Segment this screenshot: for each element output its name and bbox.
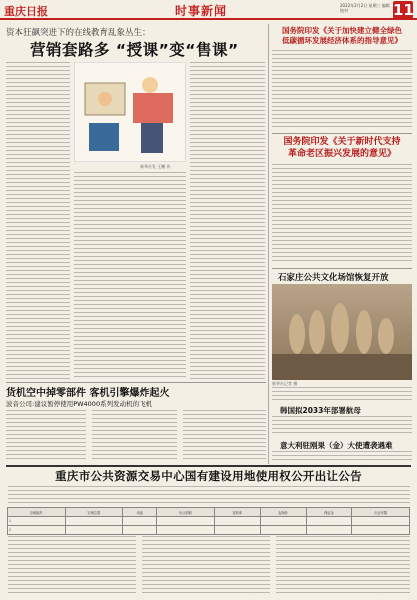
table-cell bbox=[123, 526, 157, 535]
section-divider bbox=[272, 133, 412, 134]
notice-body-col-1 bbox=[8, 536, 136, 596]
table-cell bbox=[260, 517, 306, 526]
notice-intro bbox=[8, 486, 410, 504]
mid-body-col-1 bbox=[6, 410, 86, 462]
right-story-2-title-line1: 国务院印发《关于新时代支持 bbox=[283, 137, 401, 147]
right-story-1-title bbox=[272, 26, 412, 46]
column-divider bbox=[268, 24, 269, 464]
sculpture-drawing bbox=[272, 284, 412, 380]
table-cell bbox=[306, 526, 352, 535]
sculpture-photo bbox=[272, 284, 412, 380]
table-cell: 1 bbox=[8, 517, 66, 526]
mid-body-col-2 bbox=[92, 410, 177, 462]
right-story-3-title: 石家庄公共文化场馆恢复开放 bbox=[278, 273, 389, 283]
right-story-2-title-line2: 革命老区振兴发展的意见》 bbox=[287, 149, 396, 159]
mid-subhead: 波音公司:建议暂停使用PW4000系列发动机的飞机 bbox=[6, 400, 153, 408]
page-number: 11 bbox=[393, 1, 414, 19]
mid-headline: 货机空中掉零部件 客机引擎爆炸起火 bbox=[6, 388, 170, 399]
right-story-4-body bbox=[272, 416, 412, 436]
paper-name: 重庆日报 bbox=[4, 5, 48, 18]
table-header-cell: 起始价 bbox=[260, 508, 306, 517]
table-cell bbox=[352, 526, 410, 535]
table-cell bbox=[306, 517, 352, 526]
section-name: 时事新闻 bbox=[175, 4, 228, 18]
table-cell bbox=[157, 526, 215, 535]
lead-cartoon bbox=[74, 62, 186, 162]
table-header-cell: 出让年限 bbox=[352, 508, 410, 517]
notice-body-col-3 bbox=[276, 536, 410, 596]
table-cell bbox=[65, 526, 123, 535]
section-divider bbox=[6, 465, 411, 467]
right-story-5-title: 意大利驻刚果（金）大使遭袭遇难 bbox=[280, 441, 393, 450]
notice-table bbox=[7, 507, 410, 535]
table-cell bbox=[157, 517, 215, 526]
masthead bbox=[0, 0, 417, 20]
table-header-row bbox=[8, 508, 410, 517]
table-header-cell: 容积率 bbox=[214, 508, 260, 517]
table-cell bbox=[123, 517, 157, 526]
right-story-2-body bbox=[272, 164, 412, 264]
lead-body-col-3 bbox=[190, 62, 265, 380]
table-cell bbox=[65, 517, 123, 526]
table-cell bbox=[214, 526, 260, 535]
right-story-1-title-line1: 国务院印发《关于加快建立健全绿色 bbox=[282, 26, 402, 35]
lead-body-col-1 bbox=[6, 62, 70, 380]
lead-caption: 新华社发 王鹏 作 bbox=[140, 164, 171, 169]
table-header-cell: 宗地位置 bbox=[65, 508, 123, 517]
mid-body-col-3 bbox=[183, 410, 266, 462]
right-story-2-title bbox=[272, 136, 412, 160]
notice-title: 重庆市公共资源交易中心国有建设用地使用权公开出让公告 bbox=[55, 469, 362, 483]
table-row bbox=[8, 526, 410, 535]
table-cell: 2 bbox=[8, 526, 66, 535]
cartoon-drawing bbox=[75, 63, 186, 162]
table-header-cell: 宗地编号 bbox=[8, 508, 66, 517]
right-story-3-caption: 新华社记者 摄 bbox=[272, 381, 298, 386]
table-row bbox=[8, 517, 410, 526]
table-cell bbox=[260, 526, 306, 535]
table-cell bbox=[214, 517, 260, 526]
section-divider bbox=[6, 382, 266, 383]
right-story-4-title: 韩国拟2033年部署航母 bbox=[280, 406, 361, 415]
lead-headline: 营销套路多 “授课”变“售课” bbox=[30, 41, 239, 59]
right-story-5-body bbox=[272, 451, 412, 463]
table-header-cell: 出让面积 bbox=[157, 508, 215, 517]
table-cell bbox=[352, 517, 410, 526]
lead-kicker: 资本狂飙突进下的在线教育乱象丛生： bbox=[6, 28, 151, 38]
lead-body-col-2 bbox=[74, 172, 186, 380]
table-header-cell: 保证金 bbox=[306, 508, 352, 517]
issue-info: 2022年2月2日 星期三 编辑 校对 bbox=[340, 3, 390, 13]
right-story-1-body bbox=[272, 50, 412, 130]
section-divider bbox=[272, 268, 412, 269]
right-story-1-title-line2: 低碳循环发展经济体系的指导意见》 bbox=[282, 36, 402, 45]
table-header-cell: 用途 bbox=[123, 508, 157, 517]
notice-body-col-2 bbox=[142, 536, 270, 596]
right-story-3-body bbox=[272, 387, 412, 401]
